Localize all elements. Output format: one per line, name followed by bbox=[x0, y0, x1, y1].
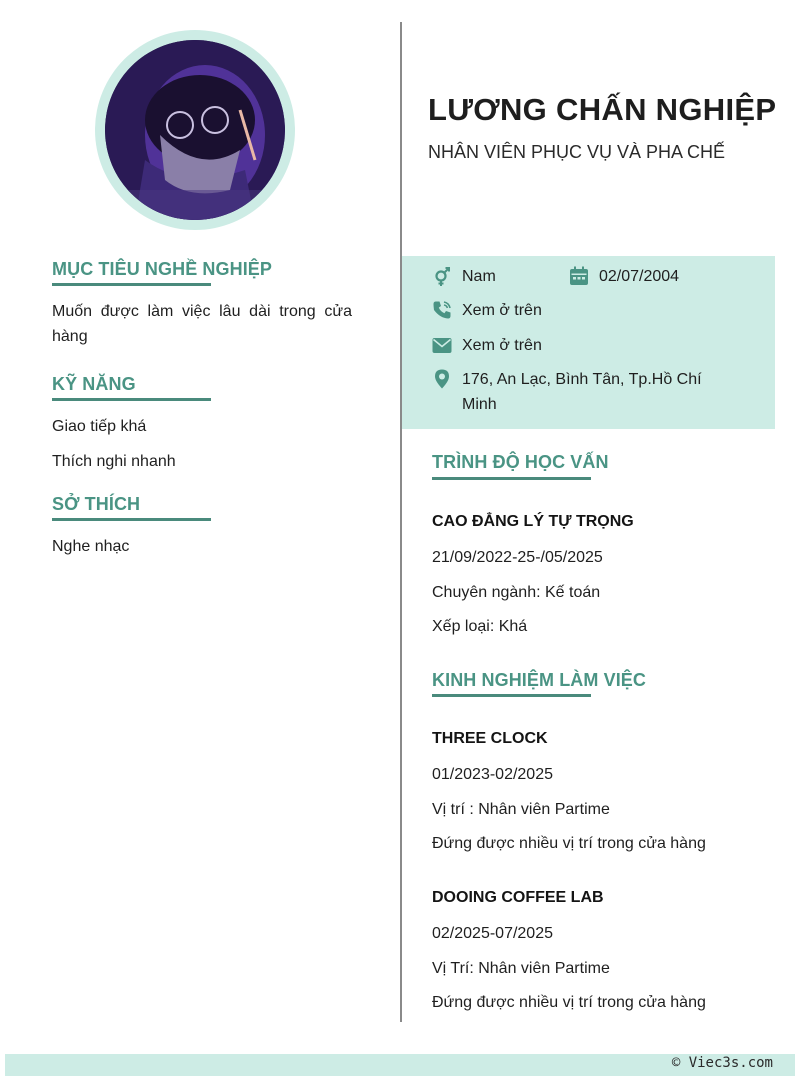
footer-copyright[interactable]: © Viec3s.com bbox=[671, 1055, 773, 1071]
phone-value: Xem ở trên bbox=[462, 302, 542, 319]
gender-icon bbox=[432, 267, 452, 287]
candidate-position: NHÂN VIÊN PHỤC VỤ VÀ PHA CHẾ bbox=[428, 142, 726, 162]
map-pin-icon bbox=[432, 369, 452, 389]
envelope-icon bbox=[432, 336, 452, 356]
objective-line-2: hàng bbox=[52, 328, 88, 345]
phone-icon bbox=[432, 300, 452, 320]
education-school: CAO ĐẲNG LÝ TỰ TRỌNG bbox=[432, 513, 634, 530]
job-role: Vị trí : Nhân viên Partime bbox=[432, 801, 610, 818]
education-grade: Xếp loại: Khá bbox=[432, 618, 528, 635]
objective-line-1: Muốn được làm việc lâu dài trong cửa bbox=[52, 303, 352, 320]
job-description: Đứng được nhiều vị trí trong cửa hàng bbox=[432, 994, 706, 1011]
job-company: THREE CLOCK bbox=[432, 730, 548, 747]
hobbies-title: SỞ THÍCH bbox=[52, 494, 141, 514]
education-underline bbox=[432, 477, 591, 480]
job-period: 01/2023-02/2025 bbox=[432, 766, 553, 783]
job-period: 02/2025-07/2025 bbox=[432, 925, 553, 942]
experience-underline bbox=[432, 694, 591, 697]
objective-title: MỤC TIÊU NGHỀ NGHIỆP bbox=[52, 259, 273, 279]
skills-title: KỸ NĂNG bbox=[52, 374, 136, 394]
objective-underline bbox=[52, 283, 211, 286]
skill-item: Giao tiếp khá bbox=[52, 418, 147, 435]
column-divider bbox=[400, 22, 402, 1022]
email-value: Xem ở trên bbox=[462, 337, 542, 354]
job-company: DOOING COFFEE LAB bbox=[432, 889, 604, 906]
avatar bbox=[95, 30, 295, 230]
hobbies-underline bbox=[52, 518, 211, 521]
candidate-name: LƯƠNG CHẤN NGHIỆP bbox=[428, 92, 777, 127]
experience-title: KINH NGHIỆM LÀM VIỆC bbox=[432, 670, 647, 690]
skill-item: Thích nghi nhanh bbox=[52, 453, 176, 470]
education-period: 21/09/2022-25-/05/2025 bbox=[432, 549, 603, 566]
birthday-value: 02/07/2004 bbox=[599, 268, 680, 285]
skills-underline bbox=[52, 398, 211, 401]
job-description: Đứng được nhiều vị trí trong cửa hàng bbox=[432, 835, 706, 852]
avatar-illustration bbox=[105, 40, 285, 220]
address-line-2: Minh bbox=[462, 396, 497, 413]
gender-value: Nam bbox=[462, 268, 496, 285]
hobby-item: Nghe nhạc bbox=[52, 538, 130, 555]
avatar-photo bbox=[105, 40, 285, 220]
calendar-icon bbox=[569, 266, 589, 286]
education-title: TRÌNH ĐỘ HỌC VẤN bbox=[432, 452, 609, 472]
education-major: Chuyên ngành: Kế toán bbox=[432, 584, 601, 601]
address-line-1: 176, An Lạc, Bình Tân, Tp.Hồ Chí bbox=[462, 371, 702, 388]
job-role: Vị Trí: Nhân viên Partime bbox=[432, 960, 610, 977]
